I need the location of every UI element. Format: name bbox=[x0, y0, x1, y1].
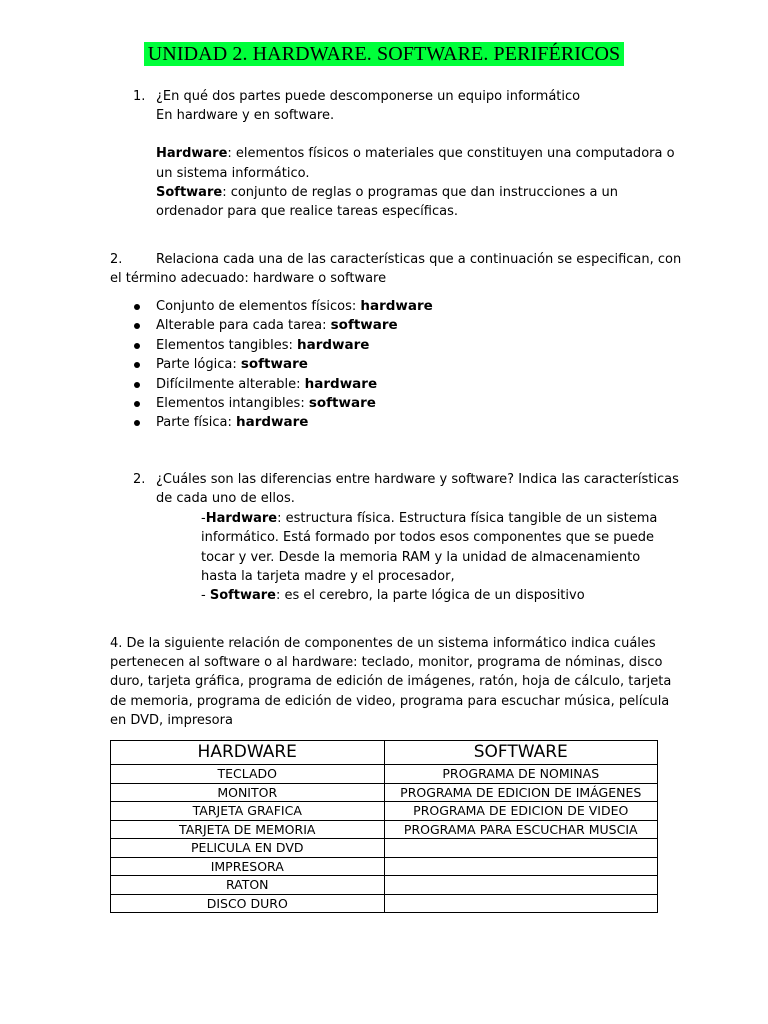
q3-line2: de cada uno de ellos. bbox=[156, 491, 295, 506]
list-item bbox=[131, 375, 433, 394]
q1-software-def-cont: ordenador para que realice tareas específicas. bbox=[156, 204, 458, 219]
hardware-cell: RATON bbox=[111, 876, 385, 895]
software-cell bbox=[384, 876, 658, 895]
item-label: Parte lógica: bbox=[156, 357, 241, 373]
q3-hardware-line bbox=[201, 509, 657, 528]
hardware-cell: TECLADO bbox=[111, 765, 385, 784]
q1-hardware-def: : elementos físicos o materiales que constituyen una computadora o bbox=[227, 146, 675, 161]
item-answer: software bbox=[308, 394, 376, 411]
list-item bbox=[131, 394, 433, 413]
q2-number: 2. bbox=[110, 252, 123, 267]
hardware-cell: TARJETA DE MEMORIA bbox=[111, 820, 385, 839]
q3-hardware-cont-3: hasta la tarjeta madre y el procesador, bbox=[201, 569, 455, 584]
table-row bbox=[111, 876, 658, 895]
hardware-cell: DISCO DURO bbox=[111, 894, 385, 913]
item-answer: hardware bbox=[297, 336, 370, 353]
q3-software-line bbox=[201, 586, 585, 605]
header-software: SOFTWARE bbox=[384, 741, 658, 765]
q1-software-def: : conjunto de reglas o programas que dan instrucciones a un bbox=[222, 185, 619, 200]
table-header-row bbox=[111, 741, 658, 765]
table-row bbox=[111, 894, 658, 913]
item-answer: hardware bbox=[304, 375, 378, 392]
table-row bbox=[111, 820, 658, 839]
q3-number: 2. bbox=[133, 472, 146, 487]
bullet-icon bbox=[134, 343, 140, 349]
bullet-icon bbox=[134, 420, 140, 426]
list-item bbox=[131, 297, 433, 316]
list-item bbox=[131, 413, 433, 432]
dash: - bbox=[201, 588, 210, 603]
hardware-cell: TARJETA GRAFICA bbox=[111, 802, 385, 821]
q1-answer: En hardware y en software. bbox=[156, 108, 335, 123]
table-row bbox=[111, 839, 658, 858]
hardware-cell: IMPRESORA bbox=[111, 857, 385, 876]
q3-hardware-term: Hardware bbox=[205, 511, 278, 526]
item-label: Difícilmente alterable: bbox=[156, 376, 305, 392]
list-item bbox=[131, 336, 433, 355]
item-answer: software bbox=[330, 317, 398, 334]
hardware-cell: MONITOR bbox=[111, 783, 385, 802]
page-title: UNIDAD 2. HARDWARE. SOFTWARE. PERIFÉRICOS bbox=[144, 42, 624, 66]
table-row bbox=[111, 783, 658, 802]
software-cell: PROGRAMA DE EDICION DE IMÁGENES bbox=[384, 783, 658, 802]
item-label: Conjunto de elementos físicos: bbox=[156, 299, 361, 314]
q3-hardware-cont-2: tocar y ver. Desde la memoria RAM y la unidad de almacenamiento bbox=[201, 550, 641, 565]
bullet-icon bbox=[134, 401, 140, 407]
bullet-icon bbox=[134, 382, 140, 388]
software-cell: PROGRAMA PARA ESCUCHAR MUSCIA bbox=[384, 820, 658, 839]
item-label: Parte física: bbox=[156, 415, 236, 431]
bullet-icon bbox=[134, 323, 140, 329]
q3-software-term: Software bbox=[209, 588, 277, 603]
software-cell bbox=[384, 839, 658, 858]
q3-software-def: : es el cerebro, la parte lógica de un dispositivo bbox=[276, 588, 585, 603]
header-hardware: HARDWARE bbox=[111, 741, 385, 765]
q1-software-line bbox=[156, 183, 618, 202]
item-answer: hardware bbox=[236, 414, 309, 431]
list-item bbox=[131, 316, 433, 335]
item-answer: software bbox=[240, 356, 308, 373]
item-label: Elementos intangibles: bbox=[156, 395, 309, 411]
q4-line4: de memoria, programa de edición de video, programa para escuchar música, película bbox=[110, 694, 670, 709]
title-container bbox=[0, 42, 768, 66]
q4-line2: pertenecen al software o al hardware: teclado, monitor, programa de nóminas, disco bbox=[110, 655, 663, 670]
hardware-cell: PELICULA EN DVD bbox=[111, 839, 385, 858]
item-label: Alterable para cada tarea: bbox=[156, 318, 331, 334]
bullet-icon bbox=[134, 362, 140, 368]
q3-hardware-cont-1: informático. Está formado por todos esos componentes que se puede bbox=[201, 530, 654, 545]
software-cell bbox=[384, 894, 658, 913]
list-item bbox=[131, 355, 433, 374]
q1-hardware-term: Hardware bbox=[156, 146, 228, 161]
q2-list bbox=[131, 297, 433, 433]
q2-line2: el término adecuado: hardware o software bbox=[110, 271, 387, 286]
q4-line1: 4. De la siguiente relación de componentes de un sistema informático indica cuáles bbox=[110, 636, 656, 651]
software-cell: PROGRAMA DE EDICION DE VIDEO bbox=[384, 802, 658, 821]
dash: - bbox=[201, 511, 206, 526]
classification-table bbox=[110, 740, 658, 913]
software-cell bbox=[384, 857, 658, 876]
item-label: Elementos tangibles: bbox=[156, 337, 297, 353]
q3-hardware-def: : estructura física. Estructura física tangible de un sistema bbox=[277, 511, 658, 526]
q2-line1: Relaciona cada una de las características que a continuación se especifican, con bbox=[156, 252, 682, 267]
table-row bbox=[111, 802, 658, 821]
q1-software-term: Software bbox=[156, 185, 223, 200]
bullet-icon bbox=[134, 304, 140, 310]
software-cell: PROGRAMA DE NOMINAS bbox=[384, 765, 658, 784]
q4-line5: en DVD, impresora bbox=[110, 713, 233, 728]
table-row bbox=[111, 857, 658, 876]
table-row bbox=[111, 765, 658, 784]
q4-line3: duro, tarjeta gráfica, programa de edición de imágenes, ratón, hoja de cálculo, tarjeta bbox=[110, 674, 672, 689]
q1-question: ¿En qué dos partes puede descomponerse un equipo informático bbox=[156, 89, 581, 104]
q3-line1: ¿Cuáles son las diferencias entre hardware y software? Indica las características bbox=[156, 472, 679, 487]
q1-hardware-line bbox=[156, 144, 675, 163]
item-answer: hardware bbox=[360, 298, 433, 314]
q1-hardware-def-cont: un sistema informático. bbox=[156, 166, 310, 181]
q1-number: 1. bbox=[133, 89, 146, 104]
